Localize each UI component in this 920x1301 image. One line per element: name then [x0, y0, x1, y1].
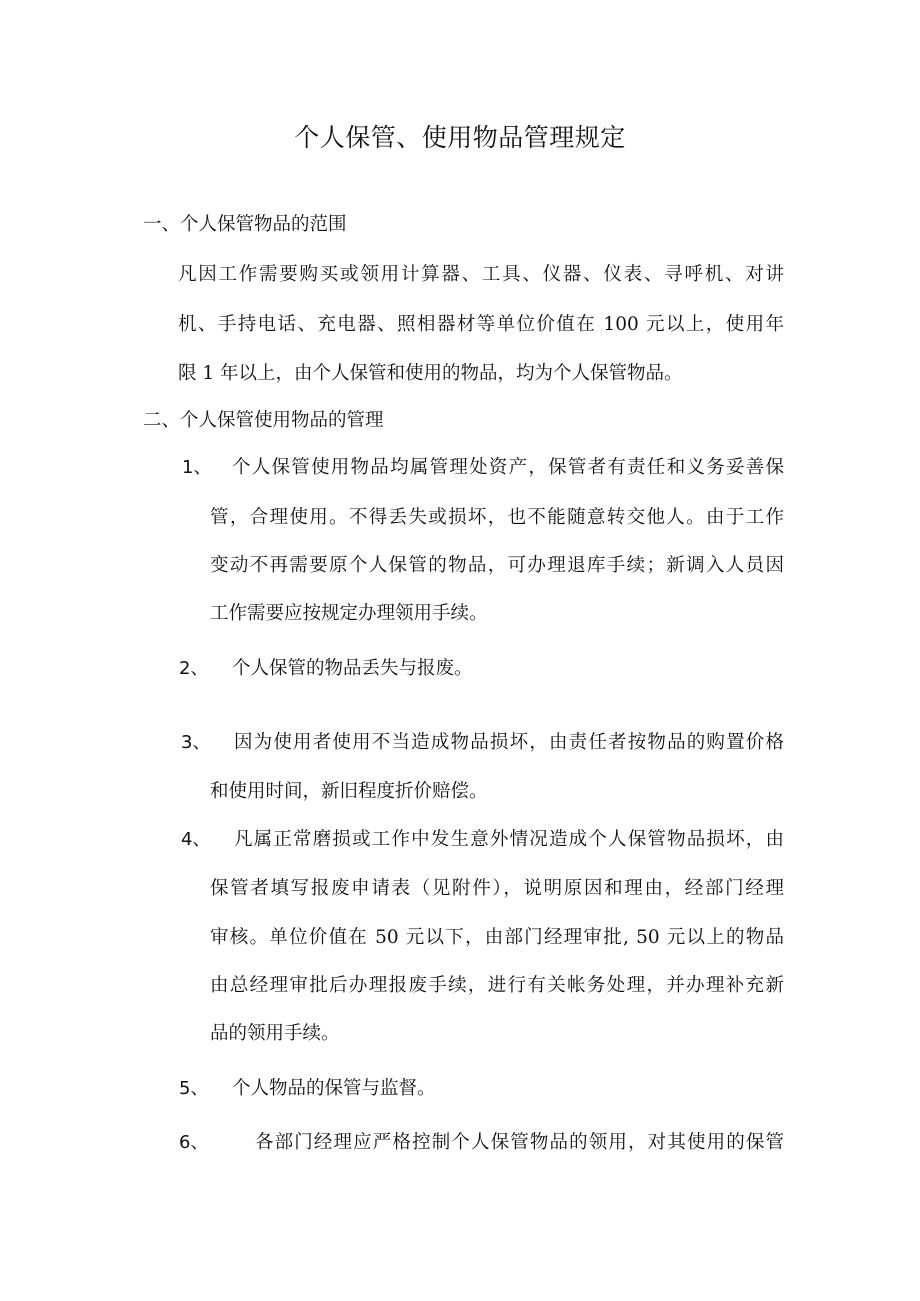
section-1-heading: 一、个人保管物品的范围 [143, 214, 347, 235]
section-2-heading: 二、个人保管使用物品的管理 [143, 410, 384, 431]
item-2-line: 个人保管的物品丢失与报废。 [232, 658, 473, 679]
item-4-number: 4、 [181, 829, 211, 850]
item-5-number: 5、 [179, 1078, 209, 1099]
item-4-line: 凡属正常磨损或工作中发生意外情况造成个人保管物品损坏，由 [234, 829, 784, 850]
item-4-line: 保管者填写报废申请表（见附件），说明原因和理由，经部门经理 [210, 878, 784, 899]
section-1-line: 限 1 年以上，由个人保管和使用的物品，均为个人保管物品。 [178, 363, 683, 384]
item-4-line: 品的领用手续。 [210, 1023, 340, 1044]
item-2-number: 2、 [179, 658, 209, 679]
item-1-line: 变动不再需要原个人保管的物品，可办理退库手续；新调入人员因 [210, 555, 784, 576]
item-6-number: 6、 [179, 1132, 209, 1153]
section-1-line: 凡因工作需要购买或领用计算器、工具、仪器、仪表、寻呼机、对讲 [178, 264, 784, 285]
item-3-line: 和使用时间，新旧程度折价赔偿。 [210, 781, 488, 802]
item-3-number: 3、 [181, 732, 211, 753]
item-6-line: 各部门经理应严格控制个人保管物品的领用，对其使用的保管 [255, 1132, 784, 1153]
item-4-line: 由总经理审批后办理报废手续，进行有关帐务处理，并办理补充新 [210, 975, 784, 996]
item-5-line: 个人物品的保管与监督。 [232, 1078, 436, 1099]
item-3-line: 因为使用者使用不当造成物品损坏，由责任者按物品的购置价格 [234, 732, 784, 753]
item-1-line: 工作需要应按规定办理领用手续。 [210, 603, 488, 624]
item-1-line: 管，合理使用。不得丢失或损坏，也不能随意转交他人。由于工作 [210, 507, 784, 528]
item-1-line: 个人保管使用物品均属管理处资产，保管者有责任和义务妥善保 [232, 457, 784, 478]
item-4-line: 审核。单位价值在 50 元以下，由部门经理审批, 50 元以上的物品 [210, 927, 784, 948]
item-1-number: 1、 [182, 457, 212, 478]
document-title: 个人保管、使用物品管理规定 [294, 123, 626, 152]
section-1-line: 机、手持电话、充电器、照相器材等单位价值在 100 元以上，使用年 [178, 314, 784, 335]
